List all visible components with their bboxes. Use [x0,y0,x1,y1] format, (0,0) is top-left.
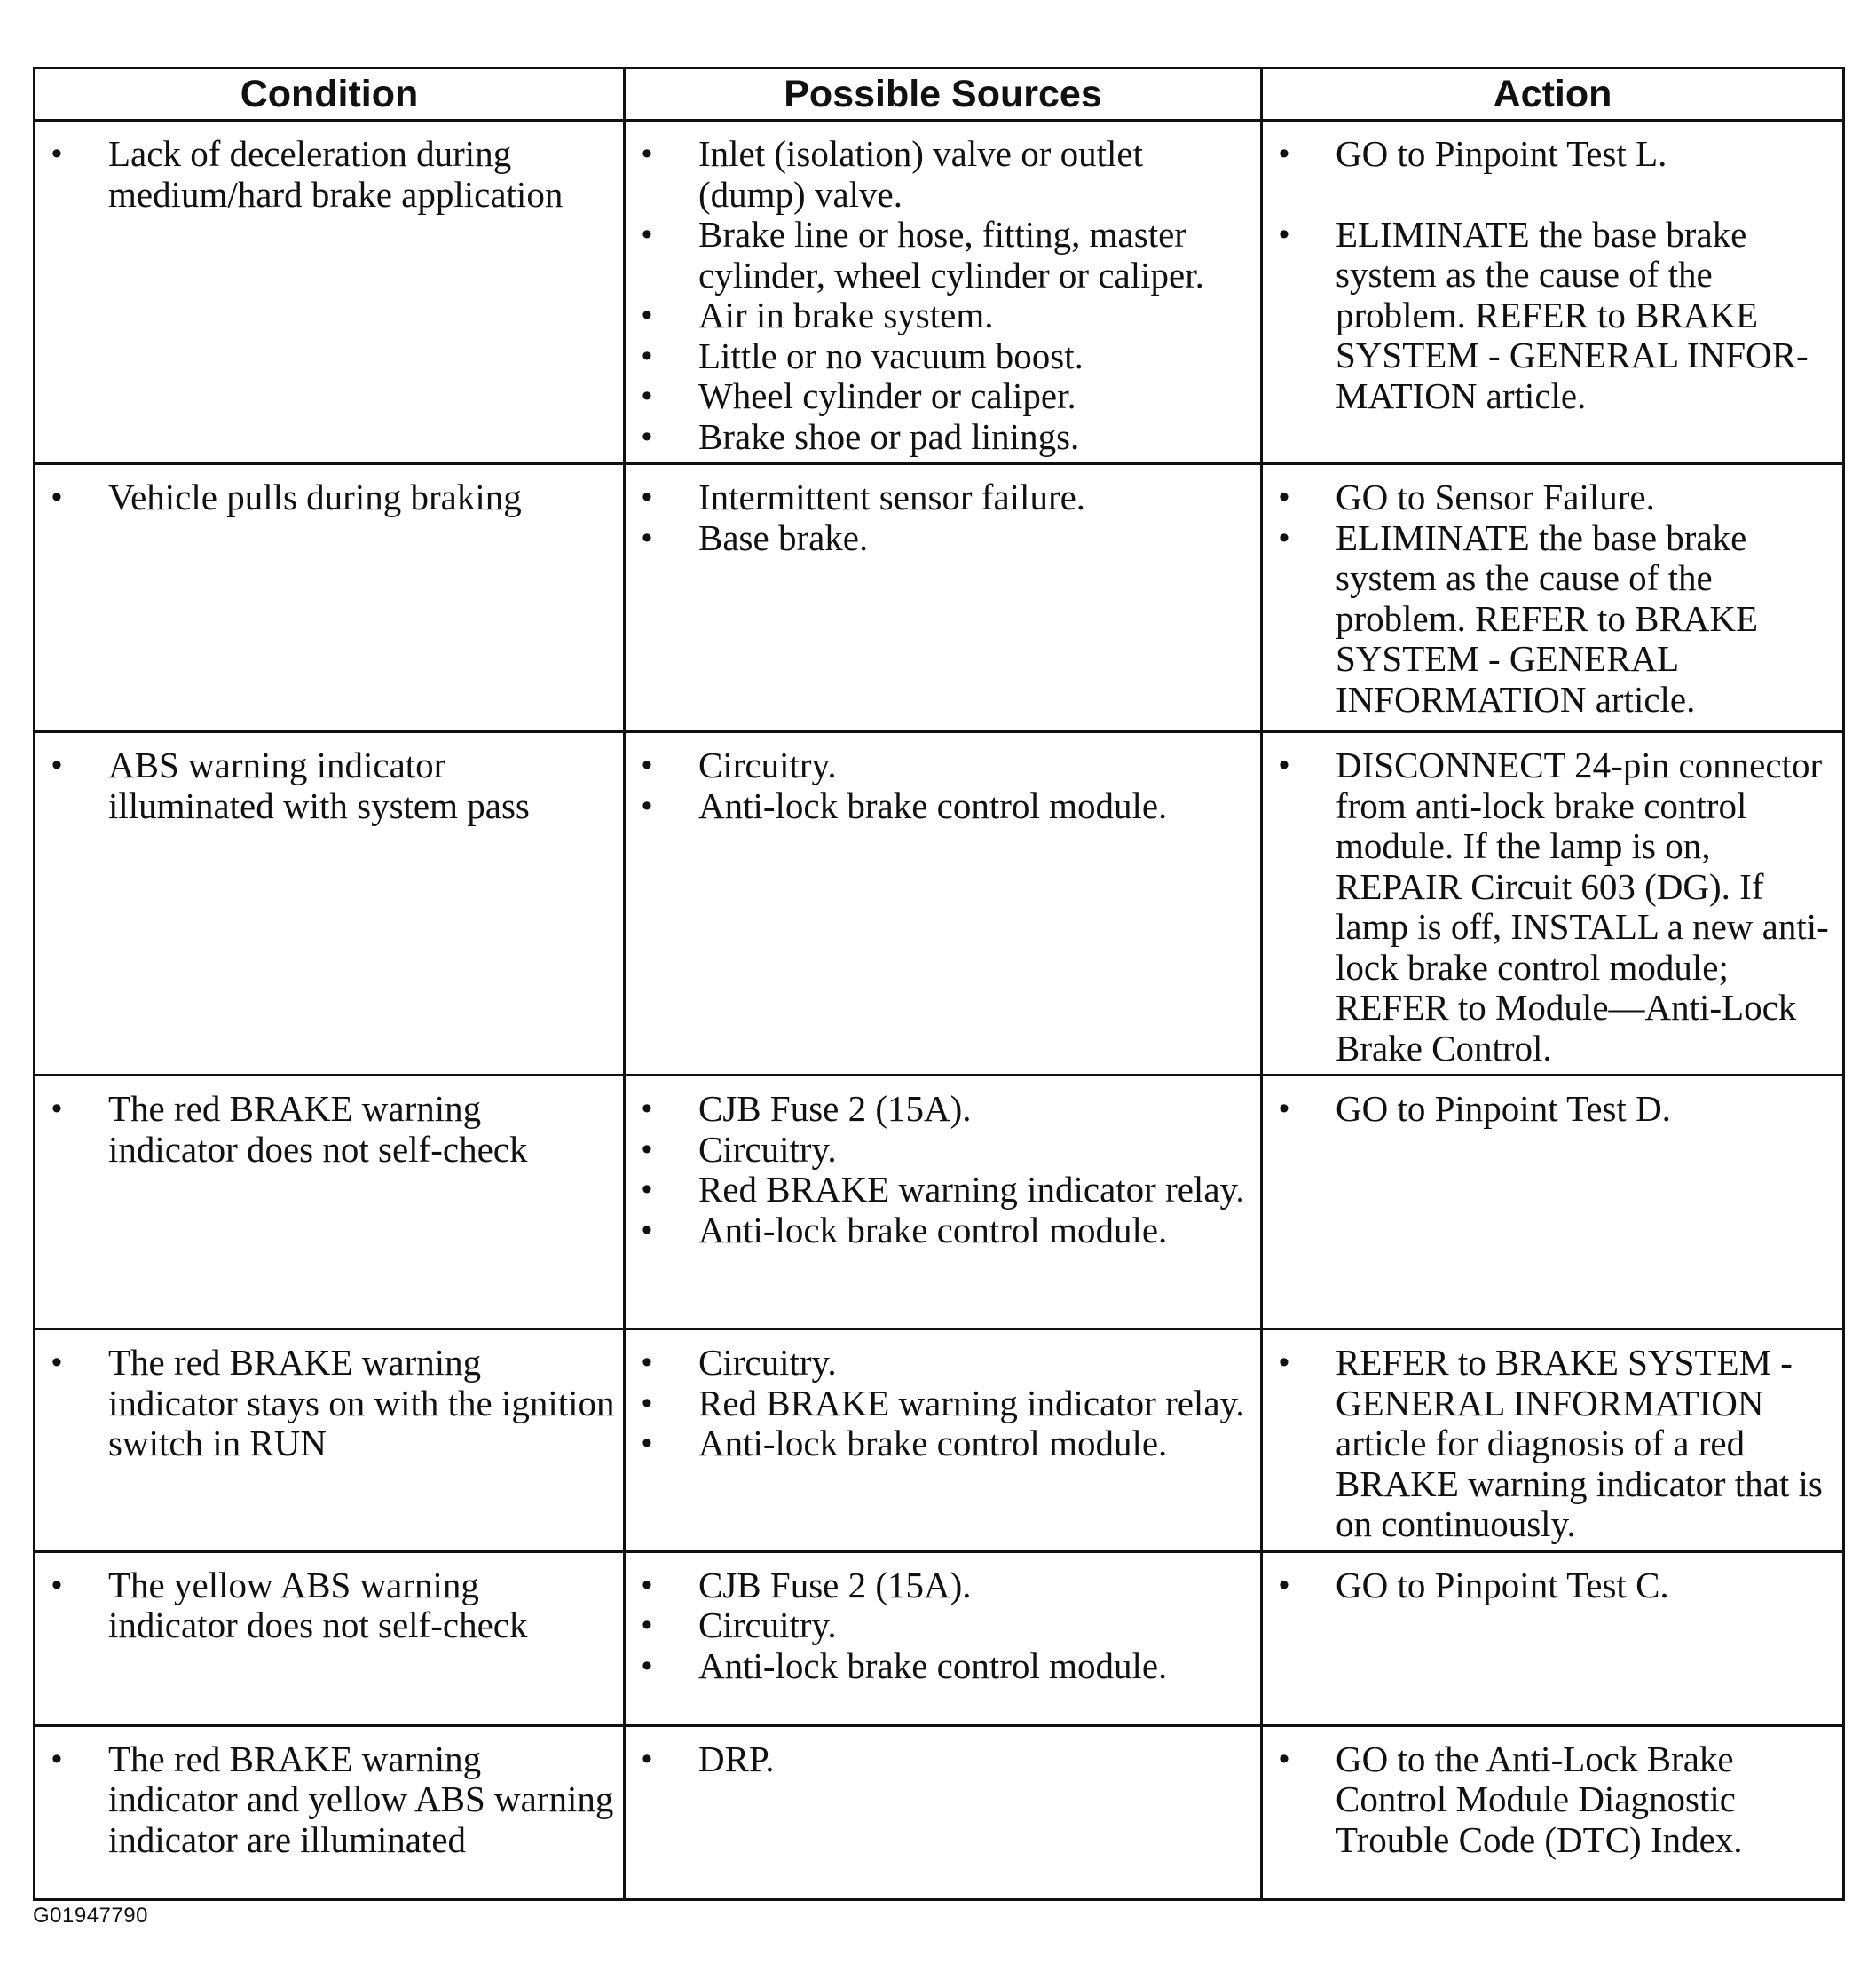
sources-cell [625,464,1262,732]
source-item: • Red BRAKE warning indicator relay. [635,1384,1253,1424]
action-item: • GO to Pinpoint Test C. [1272,1565,1835,1606]
source-item: • Brake shoe or pad linings. [635,417,1253,458]
condition-cell [35,121,625,464]
condition-cell [35,1551,625,1725]
condition-text: • Vehicle pulls during braking [44,477,616,518]
condition-text: • ABS warning indicator illuminated with system pass [44,745,616,826]
action-cell [1262,732,1844,1076]
source-item: • Base brake. [635,518,1253,559]
condition-cell [35,732,625,1076]
header-action: Action [1262,68,1844,121]
sources-cell [625,1725,1262,1899]
source-item: • DRP. [635,1739,1253,1780]
header-row [35,68,1844,121]
sources-cell [625,121,1262,464]
action-item: • REFER to BRAKE SYSTEM - GENERAL INFORMATION article for diagnosis of a red BRAKE warning indicator that is on continuously. [1272,1343,1835,1545]
action-item: • ELIMINATE the base brake system as the cause of the problem. REFER to BRAKE SYSTEM - GENERAL INFOR-MATION article. [1272,215,1835,417]
action-item: • DISCONNECT 24-pin connector from anti-lock brake control module. If the lamp is on, REPAIR Circuit 603 (DG). If lamp is off, INSTALL a new anti-lock brake control module; REFER to Module—Anti-Lock Brake Control. [1272,745,1835,1068]
source-item: • CJB Fuse 2 (15A). [635,1565,1253,1606]
source-item: • Circuitry. [635,1605,1253,1646]
action-cell [1262,121,1844,464]
source-item: • CJB Fuse 2 (15A). [635,1089,1253,1130]
source-item: • Anti-lock brake control module. [635,1210,1253,1251]
condition-cell [35,1725,625,1899]
source-item: • Little or no vacuum boost. [635,336,1253,377]
condition-cell [35,1329,625,1552]
condition-text: • The red BRAKE warning indicator stays on with the ignition switch in RUN [44,1343,616,1464]
table-row [35,1725,1844,1899]
action-cell [1262,1076,1844,1329]
source-item: • Circuitry. [635,1343,1253,1384]
source-item: • Circuitry. [635,1130,1253,1171]
condition-cell [35,464,625,732]
source-item: • Intermittent sensor failure. [635,477,1253,518]
figure-reference-code: G01947790 [33,1904,148,1928]
action-item: • GO to the Anti-Lock Brake Control Module Diagnostic Trouble Code (DTC) Index. [1272,1739,1835,1861]
source-item: • Anti-lock brake control module. [635,786,1253,827]
action-cell [1262,1329,1844,1552]
source-item: • Anti-lock brake control module. [635,1423,1253,1464]
table-row [35,1076,1844,1329]
sources-cell [625,1329,1262,1552]
condition-text: • The red BRAKE warning indicator and yellow ABS warning indicator are illuminated [44,1739,616,1861]
condition-text: • Lack of deceleration during medium/hard brake application [44,134,616,215]
source-item: • Brake line or hose, fitting, master cylinder, wheel cylinder or caliper. [635,215,1253,296]
table-row [35,1551,1844,1725]
header-possible-sources: Possible Sources [625,68,1262,121]
table-row [35,732,1844,1076]
action-cell [1262,1725,1844,1899]
condition-text: • The yellow ABS warning indicator does not self-check [44,1565,616,1646]
source-item: • Red BRAKE warning indicator relay. [635,1170,1253,1210]
sources-cell [625,732,1262,1076]
header-condition: Condition [35,68,625,121]
symptom-diagnosis-table [33,67,1845,1901]
source-item: • Inlet (isolation) valve or outlet (dump) valve. [635,134,1253,215]
table-row [35,464,1844,732]
source-item: • Circuitry. [635,745,1253,786]
condition-cell [35,1076,625,1329]
action-cell [1262,464,1844,732]
source-item: • Air in brake system. [635,296,1253,336]
sources-cell [625,1076,1262,1329]
action-item: • GO to Pinpoint Test L. [1272,134,1835,175]
action-item: • GO to Pinpoint Test D. [1272,1089,1835,1130]
action-cell [1262,1551,1844,1725]
diagnosis-table-container [33,67,1842,1901]
table-row [35,121,1844,464]
sources-cell [625,1551,1262,1725]
source-item: • Wheel cylinder or caliper. [635,376,1253,417]
action-item: • GO to Sensor Failure. [1272,477,1835,518]
action-item: • ELIMINATE the base brake system as the cause of the problem. REFER to BRAKE SYSTEM - GENERAL INFORMATION article. [1272,518,1835,721]
table-row [35,1329,1844,1552]
source-item: • Anti-lock brake control module. [635,1646,1253,1687]
condition-text: • The red BRAKE warning indicator does not self-check [44,1089,616,1170]
